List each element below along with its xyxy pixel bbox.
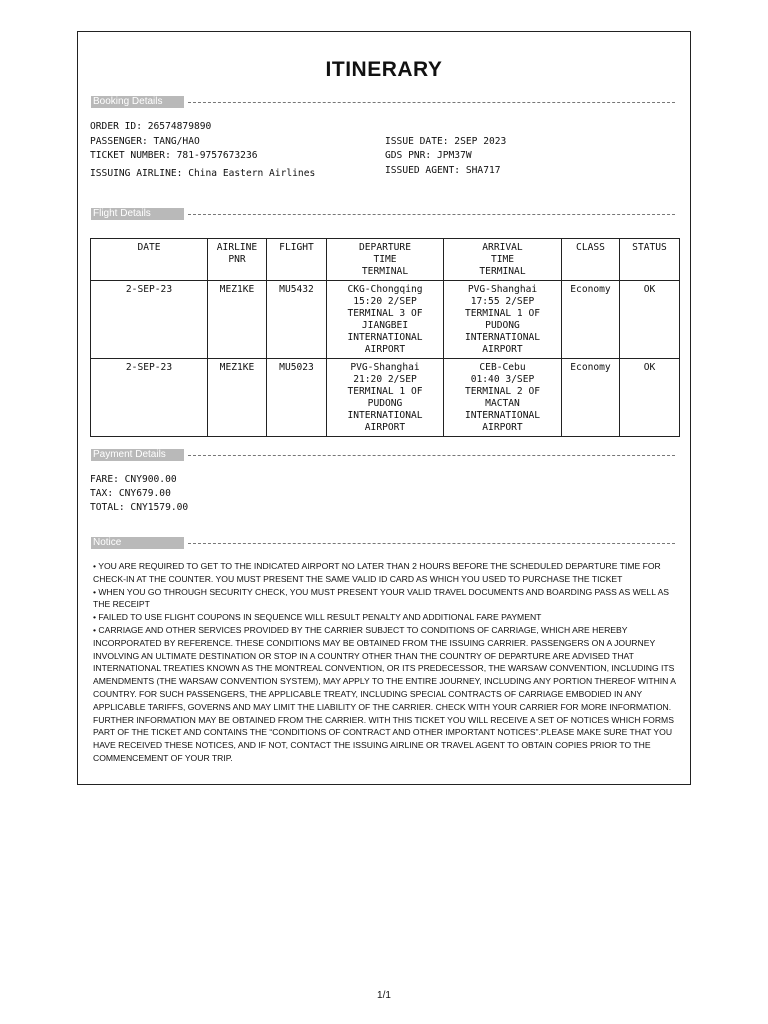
passenger: PASSENGER: TANG/HAO [90,136,200,147]
table-row [91,359,680,437]
column-header-date: DATE [91,239,208,281]
itinerary-document [77,31,691,785]
cell-arrival: CEB-Cebu 01:40 3/SEP TERMINAL 2 OF MACTAN INTERNATIONAL AIRPORT [444,359,562,437]
cell-arrival: PVG-Shanghai 17:55 2/SEP TERMINAL 1 OF PUDONG INTERNATIONAL AIRPORT [444,281,562,359]
section-divider [188,102,675,103]
tax: TAX: CNY679.00 [90,488,171,499]
gds-pnr: GDS PNR: JPM37W [385,150,472,161]
issued-agent: ISSUED AGENT: SHA717 [385,165,501,176]
document-title: ITINERARY [325,58,443,81]
cell-departure: PVG-Shanghai 21:20 2/SEP TERMINAL 1 OF PUDONG INTERNATIONAL AIRPORT [327,359,444,437]
flight-table [90,238,680,437]
cell-departure: CKG-Chongqing 15:20 2/SEP TERMINAL 3 OF JIANGBEI INTERNATIONAL AIRPORT [327,281,444,359]
cell-class: Economy [562,359,620,437]
flight-details-label: Flight Details [91,208,184,220]
booking-details-header [91,96,675,108]
table-header-row [91,239,680,281]
cell-flight: MU5023 [267,359,327,437]
notice-item: • YOU ARE REQUIRED TO GET TO THE INDICATED AIRPORT NO LATER THAN 2 HOURS BEFORE THE SCHEDULED DEPARTURE TIME FOR CHECK-IN AT THE COUNTER. YOU MUST PRESENT THE SAME VALID ID CARD AS WHICH YOU USED TO PURCHASE THE TICKET [93,561,661,584]
fare: FARE: CNY900.00 [90,474,177,485]
notice-text [93,560,681,765]
section-divider [188,455,675,456]
cell-flight: MU5432 [267,281,327,359]
booking-details-label: Booking Details [91,96,184,108]
column-header-departure: DEPARTURE TIME TERMINAL [327,239,444,281]
notice-item: • FAILED TO USE FLIGHT COUPONS IN SEQUENCE WILL RESULT PENALTY AND ADDITIONAL FARE PAYMENT [93,612,542,623]
column-header-flight: FLIGHT [267,239,327,281]
issuing-airline: ISSUING AIRLINE: China Eastern Airlines [90,168,316,179]
cell-status: OK [620,281,680,359]
notice-header [91,537,675,549]
notice-item: • CARRIAGE AND OTHER SERVICES PROVIDED BY THE CARRIER SUBJECT TO CONDITIONS OF CARRIAGE, WHICH ARE HEREBY INCORPORATED BY REFERENCE. THESE CONDITIONS MAY BE OBTAINED FROM THE ISSUING CARRIER. PASSENGERS ON A JOURNEY INVOLVING AN ULTIMATE DESTINATION OR STOP IN A COUNTRY OTHER THAN THE COUNTRY OF DEPARTURE ARE ADVISED THAT INTERNATIONAL TREATIES KNOWN AS THE MONTREAL CONVENTION, OR ITS PREDECESSOR, THE WARSAW CONVENTION, INCLUDING ITS AMENDMENTS (THE WARSAW CONVENTION SYSTEM), MAY APPLY TO THE ENTIRE JOURNEY, INCLUDING ANY PORTION THEREOF WITHIN A COUNTRY. FOR SUCH PASSENGERS, THE APPLICABLE TREATY, INCLUDING SPECIAL CONTRACTS OF CARRIAGE EMBODIED IN ANY APPLICABLE TARIFFS, GOVERNS AND MAY LIMIT THE LIABILITY OF THE CARRIER. CHECK WITH YOUR CARRIER FOR MORE INFORMATION. FURTHER INFORMATION MAY BE OBTAINED FROM THE CARRIER. WITH THIS TICKET YOU WILL RECEIVE A SET OF NOTICES WHICH FORMS PART OF THE TICKET AND CONTAINS THE “CONDITIONS OF CONTRACT AND OTHER IMPORTANT NOTICES”.PLEASE MAKE SURE THAT YOU HAVE RECEIVED THESE NOTICES, AND IF NOT, CONTACT THE ISSUING AIRLINE OR TRAVEL AGENT TO OBTAIN COPIES PRIOR TO THE COMMENCEMENT OF YOUR TRIP. [93,624,676,763]
notice-item: • WHEN YOU GO THROUGH SECURITY CHECK, YOU MUST PRESENT YOUR VALID TRAVEL DOCUMENTS AND BOARDING PASS AS WELL AS THE RECEIPT [93,586,670,610]
section-divider [188,214,675,215]
page-number: 1/1 [377,990,391,1001]
flight-details-header [91,208,675,220]
column-header-status: STATUS [620,239,680,281]
cell-status: OK [620,359,680,437]
column-header-arrival: ARRIVAL TIME TERMINAL [444,239,562,281]
section-divider [188,543,675,544]
cell-class: Economy [562,281,620,359]
cell-airline-pnr: MEZ1KE [208,281,267,359]
table-row [91,281,680,359]
payment-details-header [91,449,675,461]
cell-date: 2-SEP-23 [91,281,208,359]
notice-label: Notice [91,537,184,549]
order-id: ORDER ID: 26574879890 [90,121,212,132]
column-header-airline-pnr: AIRLINE PNR [208,239,267,281]
column-header-class: CLASS [562,239,620,281]
total: TOTAL: CNY1579.00 [90,502,189,513]
cell-date: 2-SEP-23 [91,359,208,437]
ticket-number: TICKET NUMBER: 781-9757673236 [90,150,258,161]
payment-details-label: Payment Details [91,449,184,461]
issue-date: ISSUE DATE: 2SEP 2023 [385,136,507,147]
cell-airline-pnr: MEZ1KE [208,359,267,437]
